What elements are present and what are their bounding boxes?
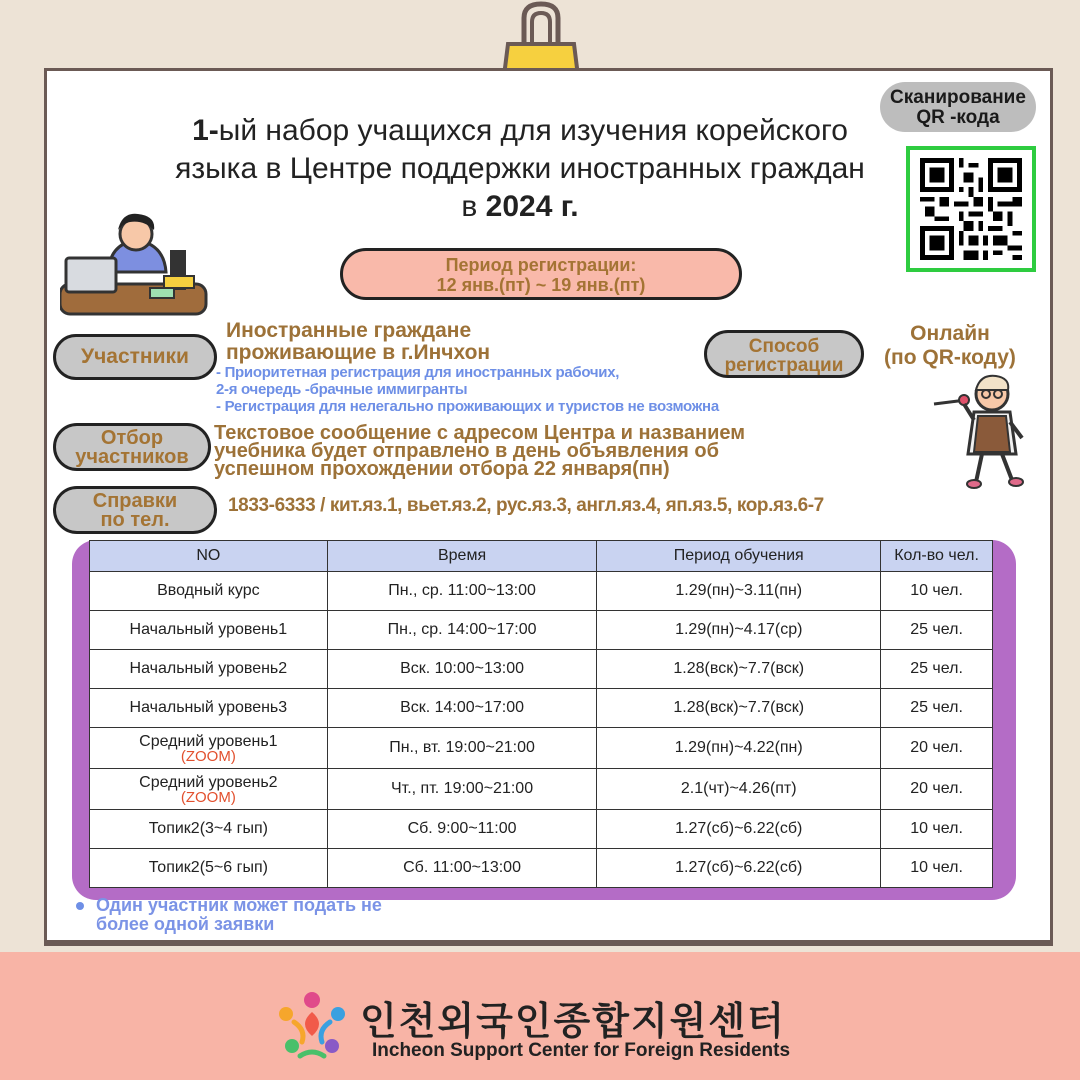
table-row bbox=[90, 849, 993, 888]
person-laptop-illustration bbox=[60, 210, 210, 320]
course-time: Вск. 10:00~13:00 bbox=[327, 650, 597, 689]
course-time: Вск. 14:00~17:00 bbox=[327, 689, 597, 728]
participants-label: Участники bbox=[53, 334, 217, 380]
paper-edge bbox=[44, 940, 1053, 946]
title-line-2: языка в Центре поддержки иностранных граждан bbox=[175, 152, 865, 185]
course-time: Сб. 9:00~11:00 bbox=[327, 810, 597, 849]
course-period: 1.29(пн)~4.22(пн) bbox=[597, 728, 881, 769]
table-row bbox=[90, 650, 993, 689]
zoom-tag: (ZOOM) bbox=[180, 747, 236, 765]
center-name-english: Incheon Support Center for Foreign Residents bbox=[372, 1040, 791, 1061]
registration-method-label: Способ регистрации bbox=[704, 330, 864, 378]
course-name: Начальный уровень2 bbox=[90, 650, 328, 689]
center-logo-icon bbox=[272, 990, 352, 1064]
col-header-no: NO bbox=[90, 541, 328, 572]
qr-code[interactable] bbox=[906, 146, 1036, 272]
table-row bbox=[90, 611, 993, 650]
schedule-table bbox=[89, 540, 993, 888]
course-period: 1.27(сб)~6.22(сб) bbox=[597, 810, 881, 849]
qr-code-icon bbox=[918, 158, 1024, 260]
course-name: Топик2(5~6 гып) bbox=[90, 849, 328, 888]
course-count: 25 чел. bbox=[881, 689, 993, 728]
selection-label: Отбор участников bbox=[53, 423, 211, 471]
course-count: 10 чел. bbox=[881, 849, 993, 888]
course-count: 10 чел. bbox=[881, 572, 993, 611]
title-line-1: 1-ый набор учащихся для изучения корейского bbox=[192, 114, 848, 147]
course-time: Пн., ср. 14:00~17:00 bbox=[327, 611, 597, 650]
course-name: Средний уровень2 (ZOOM) bbox=[90, 769, 328, 810]
title-line-3: в 2024 г. bbox=[461, 190, 579, 223]
course-time: Пн., ср. 11:00~13:00 bbox=[327, 572, 597, 611]
course-count: 25 чел. bbox=[881, 611, 993, 650]
course-time: Сб. 11:00~13:00 bbox=[327, 849, 597, 888]
qr-scan-label: Сканирование QR -кода bbox=[880, 82, 1036, 132]
course-period: 2.1(чт)~4.26(пт) bbox=[597, 769, 881, 810]
course-time: Чт., пт. 19:00~21:00 bbox=[327, 769, 597, 810]
course-time: Пн., вт. 19:00~21:00 bbox=[327, 728, 597, 769]
course-count: 25 чел. bbox=[881, 650, 993, 689]
zoom-tag: (ZOOM) bbox=[180, 788, 236, 806]
course-period: 1.29(пн)~3.11(пн) bbox=[597, 572, 881, 611]
selection-text: Текстовое сообщение с адресом Центра и названием учебника будет отправлено в день объявления об успешном прохождении отбора 22 января(пн) bbox=[214, 422, 746, 480]
course-period: 1.29(пн)~4.17(ср) bbox=[597, 611, 881, 650]
table-row bbox=[90, 728, 993, 769]
participants-notes: - Приоритетная регистрация для иностранных рабочих, 2-я очередь -брачные иммигранты - Регистрация для нелегально проживающих и туристов не возможна bbox=[216, 364, 719, 415]
course-count: 10 чел. bbox=[881, 810, 993, 849]
course-name: Топик2(3~4 гып) bbox=[90, 810, 328, 849]
table-row bbox=[90, 572, 993, 611]
course-count: 20 чел. bbox=[881, 728, 993, 769]
table-row bbox=[90, 689, 993, 728]
center-name-korean: 인천외국인종합지원센터 bbox=[360, 1001, 786, 1043]
table-row bbox=[90, 769, 993, 810]
col-header-time: Время bbox=[327, 541, 597, 572]
course-name: Начальный уровень1 bbox=[90, 611, 328, 650]
course-count: 20 чел. bbox=[881, 769, 993, 810]
course-period: 1.28(вск)~7.7(вск) bbox=[597, 689, 881, 728]
teacher-illustration bbox=[930, 372, 1040, 490]
participants-text: Иностранные граждане проживающие в г.Инчхон bbox=[226, 319, 491, 364]
course-period: 1.28(вск)~7.7(вск) bbox=[597, 650, 881, 689]
registration-method-value: Онлайн (по QR-коду) bbox=[884, 322, 1016, 369]
registration-period-badge: Период регистрации: 12 янв.(пт) ~ 19 янв.(пт) bbox=[340, 248, 742, 300]
phone-value[interactable]: 1833-6333 / кит.яз.1, вьет.яз.2, рус.яз.3, англ.яз.4, яп.яз.5, кор.яз.6-7 bbox=[228, 495, 824, 516]
page-title bbox=[120, 112, 920, 226]
course-name: Начальный уровень3 bbox=[90, 689, 328, 728]
col-header-period: Период обучения bbox=[597, 541, 881, 572]
course-name: Средний уровень1 (ZOOM) bbox=[90, 728, 328, 769]
course-period: 1.27(сб)~6.22(сб) bbox=[597, 849, 881, 888]
course-name: Вводный курс bbox=[90, 572, 328, 611]
phone-label: Справки по тел. bbox=[53, 486, 217, 534]
table-row bbox=[90, 810, 993, 849]
table-header-row bbox=[90, 541, 993, 572]
col-header-count: Кол-во чел. bbox=[881, 541, 993, 572]
application-note: Один участник может подать не более одной заявки bbox=[96, 895, 382, 934]
